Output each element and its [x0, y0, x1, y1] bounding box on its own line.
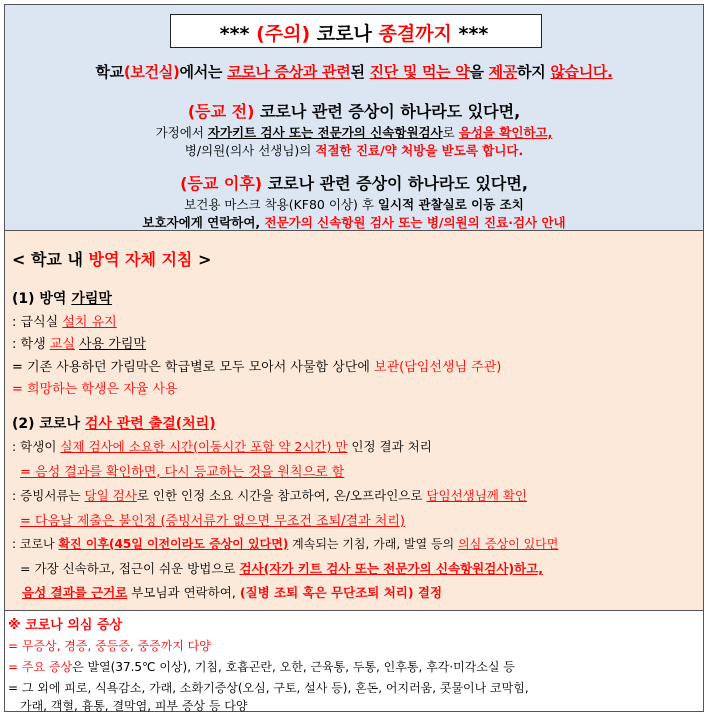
s2-item2: = 음성 결과를 확인하면, 다시 등교하는 것을 원칙으로 함 [20, 465, 345, 480]
s2-i5-d: 의심 증상이 있다면 [457, 537, 559, 551]
s2-item6 [20, 559, 543, 577]
s1-i3-b: 보관(담임선생님 주관) [374, 360, 502, 375]
symptoms-line3: = 그 외에 피로, 식욕감소, 가래, 소화기증상(오심, 구토, 설사 등), 혼돈, 어지러움, 콧물이나 코막힘, [8, 681, 529, 695]
guidelines-heading-c: > [197, 250, 212, 269]
s2-item7 [22, 583, 442, 601]
section2-title [12, 413, 216, 433]
section1-title [12, 288, 112, 308]
policy-text-a: 학교 [95, 63, 124, 81]
s2-title-b: 검사 관련 출결(처리) [84, 416, 216, 432]
s2-title-a: (2) 코로나 [12, 416, 80, 432]
before-l1-a: 가정에서 [155, 125, 204, 140]
s1-item3 [12, 356, 501, 375]
after-heading-red: (등교 이후) [180, 174, 263, 193]
after-l1-a: 보건용 마스크 착용(KF80 이상) 후 [184, 197, 374, 212]
school-policy-line [4, 61, 704, 82]
after-l2-b: 전문가의 신속항원 검사 또는 병/의원의 진료·검사 안내 [264, 215, 566, 230]
before-heading-red: (등교 전) [187, 102, 255, 121]
page-title [4, 19, 704, 46]
after-school-line2 [4, 213, 704, 231]
policy-text-f: 진단 및 먹는 약 [369, 63, 470, 81]
guidelines-heading-b: 방역 자체 지침 [88, 250, 193, 269]
policy-text-h: 제공 [488, 63, 518, 81]
s2-item1 [12, 437, 432, 455]
s1-title-a: (1) 방역 [12, 291, 67, 307]
after-l2-a: 보호자에게 연락하여, [142, 215, 261, 230]
symptoms-l2-b: 은 발열(37.5℃ 이상), 기침, 호흡곤란, 오한, 근육통, 두통, 인후통, 후각·미각소실 등 [72, 660, 515, 674]
before-l1-c: 로 [442, 125, 455, 140]
s1-i3-a: = 기존 사용하던 가림막은 학급별로 모두 모아서 사물함 상단에 [12, 360, 370, 375]
before-l2-a: 병/의원(의사 선생님)의 [184, 143, 312, 158]
s1-i1-a: : 급식실 [12, 315, 59, 330]
s2-i3-b: 당일 검사 [84, 488, 137, 503]
title-stars-left: *** [219, 23, 250, 45]
symptoms-l2-a: = 주요 증상 [8, 660, 73, 674]
s1-item1 [12, 311, 117, 330]
s1-item2 [12, 333, 146, 352]
s2-i1-a: : 학생이 [12, 439, 57, 454]
policy-text-j: 않습니다. [550, 63, 613, 81]
s1-i2-b: 교실 [49, 337, 75, 352]
policy-text-b: (보건실) [123, 63, 180, 81]
s2-i5-c: 계속되는 기침, 가래, 발열 등의 [292, 537, 455, 551]
s2-i1-b: 실제 검사에 소요한 시간(이동시간 포함 약 2시간) 만 [60, 439, 348, 454]
before-heading-black: 코로나 관련 증상이 하나라도 있다면, [259, 102, 521, 121]
s2-i5-b: 확진 이후(45일 이전이라도 증상이 있다면) [58, 537, 289, 551]
s2-i7-a: 음성 결과를 근거로 [22, 585, 128, 600]
s2-i3-d: 담임선생님께 확인 [426, 488, 527, 503]
title-word1: 코로나 [316, 23, 372, 45]
s2-i3-c: 로 인한 인정 소요 시간을 참고하여, 온/오프라인으로 [136, 488, 423, 503]
guidelines-heading [12, 247, 211, 270]
before-l2-b: 적절한 진료/약 처방을 받도록 합니다. [315, 143, 524, 158]
before-l1-d: 음성을 확인하고, [458, 125, 553, 140]
s1-i1-b: 설치 유지 [62, 315, 117, 330]
after-school-line1 [4, 195, 704, 213]
s2-i1-c: 인정 결과 처리 [351, 439, 432, 454]
s1-item4: = 희망하는 학생은 자율 사용 [12, 382, 178, 397]
symptoms-line1: = 무증상, 경증, 중등증, 중증까지 다양 [8, 639, 211, 653]
title-caution: (주의) [256, 23, 311, 45]
s1-i2-c: 사용 가림막 [79, 337, 146, 352]
policy-text-d: 코로나 증상과 관련 [227, 63, 351, 81]
s1-i2-a: : 학생 [12, 337, 46, 352]
before-school-line2 [4, 141, 704, 159]
s2-item4: = 다음날 제출은 불인정 (증빙서류가 없으면 무조건 조퇴/결과 처리) [20, 514, 405, 529]
policy-text-g: 을 [469, 63, 484, 81]
after-l1-b: 일시적 관찰실로 이동 조치 [377, 197, 524, 212]
symptoms-line4: 가래, 객혈, 흉통, 결막염, 피부 증상 등 다양 [20, 699, 248, 713]
s2-i7-c: (질병 조퇴 혹은 무단조퇴 처리) 결정 [239, 585, 443, 600]
s2-item5 [12, 535, 558, 552]
after-school-heading [4, 171, 704, 194]
symptoms-line2 [8, 658, 515, 675]
s2-i7-b: 부모님과 연락하여, [131, 585, 236, 600]
symptoms-heading: ※ 코로나 의심 증상 [8, 618, 123, 633]
before-school-heading [4, 99, 704, 122]
title-word2: 종결까지 [378, 23, 452, 45]
s2-item3 [12, 486, 527, 504]
title-stars-right: *** [458, 23, 489, 45]
policy-text-i: 하지 [517, 63, 546, 81]
s1-title-b: 가림막 [71, 291, 112, 307]
s2-i5-a: : 코로나 [12, 537, 55, 551]
after-heading-black: 코로나 관련 증상이 하나라도 있다면, [267, 174, 528, 193]
s2-i6-a: = 가장 신속하고, 접근이 쉬운 방법으로 [20, 561, 236, 576]
s2-i3-a: : 증빙서류는 [12, 488, 81, 503]
policy-text-e: 된 [350, 63, 365, 81]
before-l1-b: 자가키트 검사 또는 전문가의 신속항원검사 [207, 125, 443, 140]
before-school-line1 [4, 123, 704, 141]
s2-i6-b: 검사(자가 키트 검사 또는 전문가의 신속항원검사)하고, [239, 561, 544, 576]
policy-text-c: 에서는 [179, 63, 223, 81]
guidelines-heading-a: < 학교 내 [12, 250, 83, 269]
